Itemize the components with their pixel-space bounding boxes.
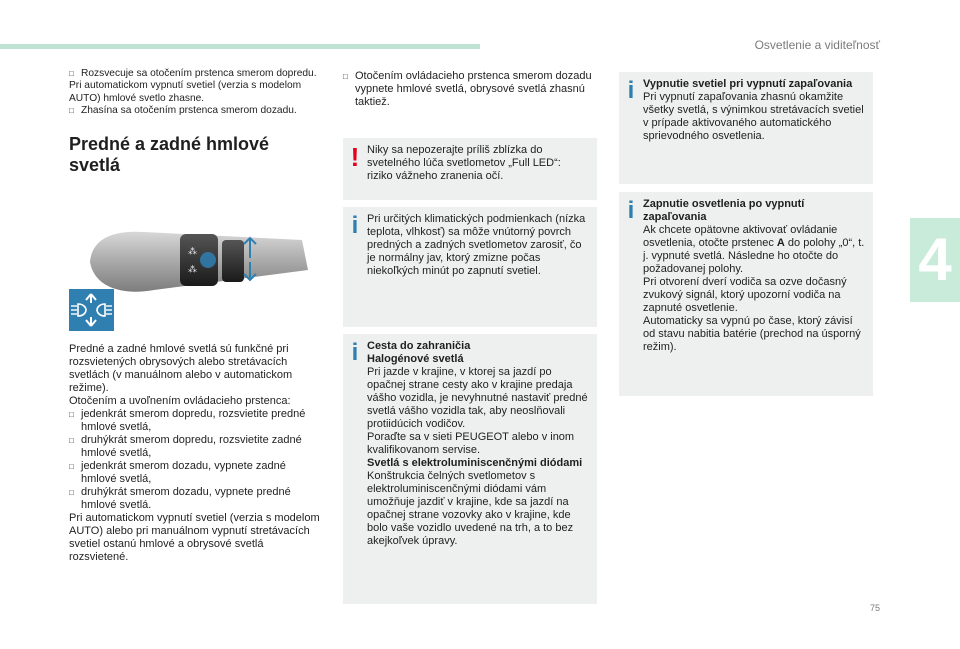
info-text xyxy=(643,224,865,276)
info-icon: i xyxy=(627,77,635,104)
bullet-item: □ Zhasína sa otočením prstenca smerom dozadu. xyxy=(69,105,324,117)
bullet-item: □ jedenkrát smerom dozadu, vypnete zadné hmlové svetlá, xyxy=(69,460,324,486)
bullet-item: □ druhýkrát smerom dopredu, rozsvietite zadné hmlové svetlá, xyxy=(69,434,324,460)
warning-text: Niky sa nepozerajte príliš zblízka do svetelného lúča svetlometov „Full LED“: riziko vážneho zranenia očí. xyxy=(367,144,561,182)
bullet-item: □ druhýkrát smerom dozadu, vypnete predné hmlové svetlá. xyxy=(69,486,324,512)
info-text: Poraďte sa v sieti PEUGEOT alebo v inom kvalifikovanom servise. xyxy=(367,431,575,456)
svg-text:⁂: ⁂ xyxy=(188,247,197,257)
info-text: Konštrukcia čelných svetlometov s elektroluminiscenčnými diódami vám umožňuje jazdiť v krajine, kde sa jazdí na opačnej strane vozovky ako v krajine, kde bolo vaše vozidlo uvedené na trh, a to bez akejkoľvek úpravy. xyxy=(367,470,574,547)
chapter-tab: 4 xyxy=(910,218,960,302)
bullet-item: □ Rozsvecuje sa otočením prstenca smerom dopredu. xyxy=(69,68,324,80)
info-title: Halogénové svetlá xyxy=(367,353,464,365)
info-title: Cesta do zahraničia xyxy=(367,340,471,352)
info-text: Automaticky sa vypnú po čase, ktorý závisí od stavu nabitia batérie (prechod na úsporný režim). xyxy=(643,315,861,353)
info-text: Pri určitých klimatických podmienkach (nízka teplota, vlhkosť) sa môže vnútorný povrch predných a zadných svetlometov zarosiť, čo je normálny jav, ktorý zmizne počas niekoľkých minút po zapnutí svetiel. xyxy=(367,213,586,277)
paragraph: Pri automatickom vypnutí svetiel (verzia s modelom AUTO) alebo pri manuálnom vypnutí stretávacích svetiel ostanú hmlové a obrysové svetlá rozsvietené. xyxy=(69,512,320,563)
section-heading-line: svetlá xyxy=(69,154,121,175)
info-text-part: do polohy „0“, t. j. vypnuté svetlá. Následne ho otočte do požadovanej polohy. xyxy=(643,237,865,275)
info-title: Zapnutie osvetlenia po vypnutí zapaľovania xyxy=(643,198,805,223)
info-box-travel-abroad xyxy=(343,334,597,604)
info-title: Vypnutie svetiel pri vypnutí zapaľovania xyxy=(643,78,853,90)
section-heading-line: Predné a zadné hmlové xyxy=(69,133,270,154)
svg-text:⁂: ⁂ xyxy=(188,265,197,275)
info-text: Pri jazde v krajine, v ktorej sa jazdí po opačnej strane cesty ako v krajine predaja vášho vozidla, je nevyhnutné nastaviť predné svetlá vášho vozidla tak, aby neoslňovali protiidúcich vodičov. xyxy=(367,366,588,430)
info-box-lights-after-ignition xyxy=(619,192,873,396)
warning-icon: ! xyxy=(350,142,360,172)
info-title: Svetlá s elektroluminiscenčnými diódami xyxy=(367,457,583,469)
info-box-condensation xyxy=(343,207,597,327)
section-heading xyxy=(69,134,324,176)
page-number: 75 xyxy=(869,603,880,613)
column-2-top xyxy=(343,70,597,109)
section-title: Osvetlenie a viditeľnosť xyxy=(754,38,880,52)
column-1-top xyxy=(69,68,324,176)
column-1-body xyxy=(69,343,324,564)
info-icon: i xyxy=(627,197,635,224)
paragraph: Pri automatickom vypnutí svetiel (verzia s modelom AUTO) hmlové svetlo zhasne. xyxy=(69,80,302,104)
paragraph: Predné a zadné hmlové svetlá sú funkčné pri rozsvietených obrysových alebo stretávacích svetlách (v manuálnom alebo v automatickom režime). xyxy=(69,343,293,394)
info-box-ignition-off xyxy=(619,72,873,184)
info-text: Pri vypnutí zapaľovania zhasnú okamžite všetky svetlá, s výnimkou stretávacích svetiel v prípade aktivovaného automatického sprievodného osvetlenia. xyxy=(643,91,864,142)
info-icon: i xyxy=(351,339,359,366)
paragraph: Otočením a uvoľnením ovládacieho prstenca: xyxy=(69,395,291,407)
info-icon: i xyxy=(351,212,359,239)
bullet-item: □ Otočením ovládacieho prstenca smerom dozadu vypnete hmlové svetlá, obrysové svetlá zhasnú taktiež. xyxy=(343,70,597,109)
header-accent-bar xyxy=(0,44,480,49)
ring-letter: A xyxy=(776,237,785,249)
warning-box xyxy=(343,138,597,200)
light-stalk-illustration xyxy=(84,224,310,306)
fog-light-icon xyxy=(69,289,114,331)
info-text: Pri otvorení dverí vodiča sa ozve dočasný zvukový signál, ktorý upozorní vodiča na zapnuté osvetlenie. xyxy=(643,276,847,314)
info-text-part: Ak chcete opätovne aktivovať ovládanie osvetlenia, otočte prstenec xyxy=(643,224,838,249)
bullet-item: □ jedenkrát smerom dopredu, rozsvietite predné hmlové svetlá, xyxy=(69,408,324,434)
